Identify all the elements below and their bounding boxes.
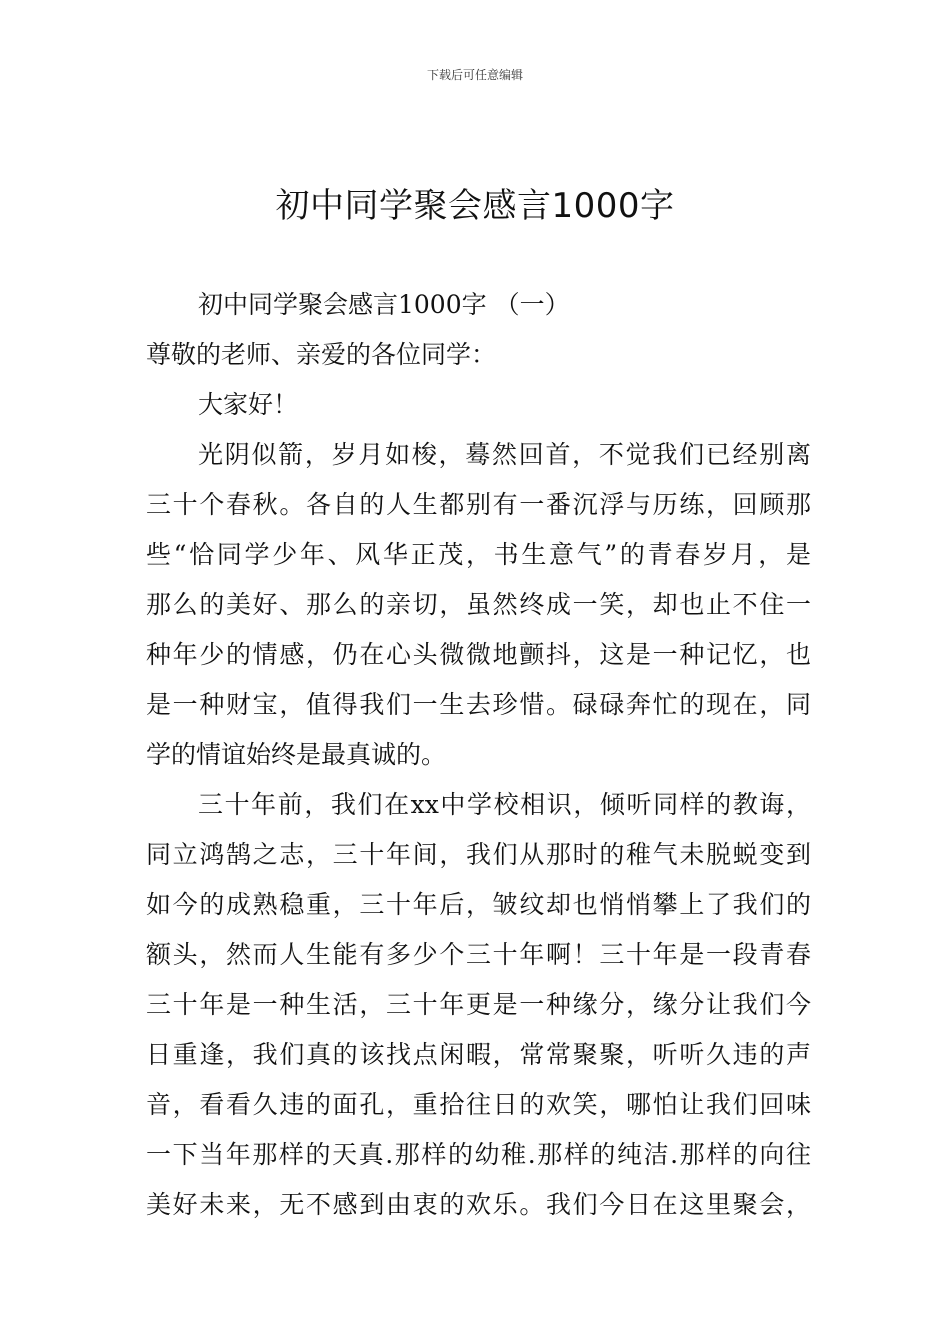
paragraph-line: 美好未来，无不感到由衷的欢乐。我们今日在这里聚会，: [146, 1190, 811, 1219]
paragraph-line: 同立鸿鹄之志，三十年间，我们从那时的稚气未脱蜕变到: [146, 840, 811, 869]
paragraph-line: 三十个春秋。各自的人生都别有一番沉浮与历练，回顾那: [146, 490, 811, 519]
document-body: [146, 280, 811, 1230]
paragraph-line: 额头，然而人生能有多少个三十年啊！三十年是一段青春: [146, 940, 811, 969]
paragraph-line: 日重逢，我们真的该找点闲暇，常常聚聚，听听久违的声: [146, 1040, 811, 1069]
paragraph-line: 学的情谊始终是最真诚的。: [146, 740, 447, 769]
paragraph-line: 些“恰同学少年、风华正茂，书生意气”的青春岁月，是: [146, 540, 811, 569]
paragraph-line: 如今的成熟稳重，三十年后，皱纹却也悄悄攀上了我们的: [146, 890, 811, 919]
paragraph-line: 三十年是一种生活，三十年更是一种缘分，缘分让我们今: [146, 990, 811, 1019]
paragraph-line: 一下当年那样的天真.那样的幼稚.那样的纯洁.那样的向往: [146, 1140, 811, 1169]
paragraph-line: 三十年前，我们在xx中学校相识，倾听同样的教诲，: [198, 790, 811, 819]
salutation: 尊敬的老师、亲爱的各位同学：: [146, 340, 497, 369]
paragraph-line: 种年少的情感，仍在心头微微地颤抖，这是一种记忆，也: [146, 640, 811, 669]
paragraph-line: 音，看看久违的面孔，重拾往日的欢笑，哪怕让我们回味: [146, 1090, 811, 1119]
paragraph-line: 那么的美好、那么的亲切，虽然终成一笑，却也止不住一: [146, 590, 811, 619]
paragraph-line: 是一种财宝，值得我们一生去珍惜。碌碌奔忙的现在，同: [146, 690, 811, 719]
paragraph-line: 光阴似箭，岁月如梭，蓦然回首，不觉我们已经别离: [198, 440, 811, 469]
header-note: 下载后可任意编辑: [426, 68, 523, 82]
document-title: 初中同学聚会感言1000字: [275, 186, 675, 226]
greeting: 大家好！: [198, 390, 299, 419]
section-heading: 初中同学聚会感言1000字 （一）: [198, 290, 570, 319]
